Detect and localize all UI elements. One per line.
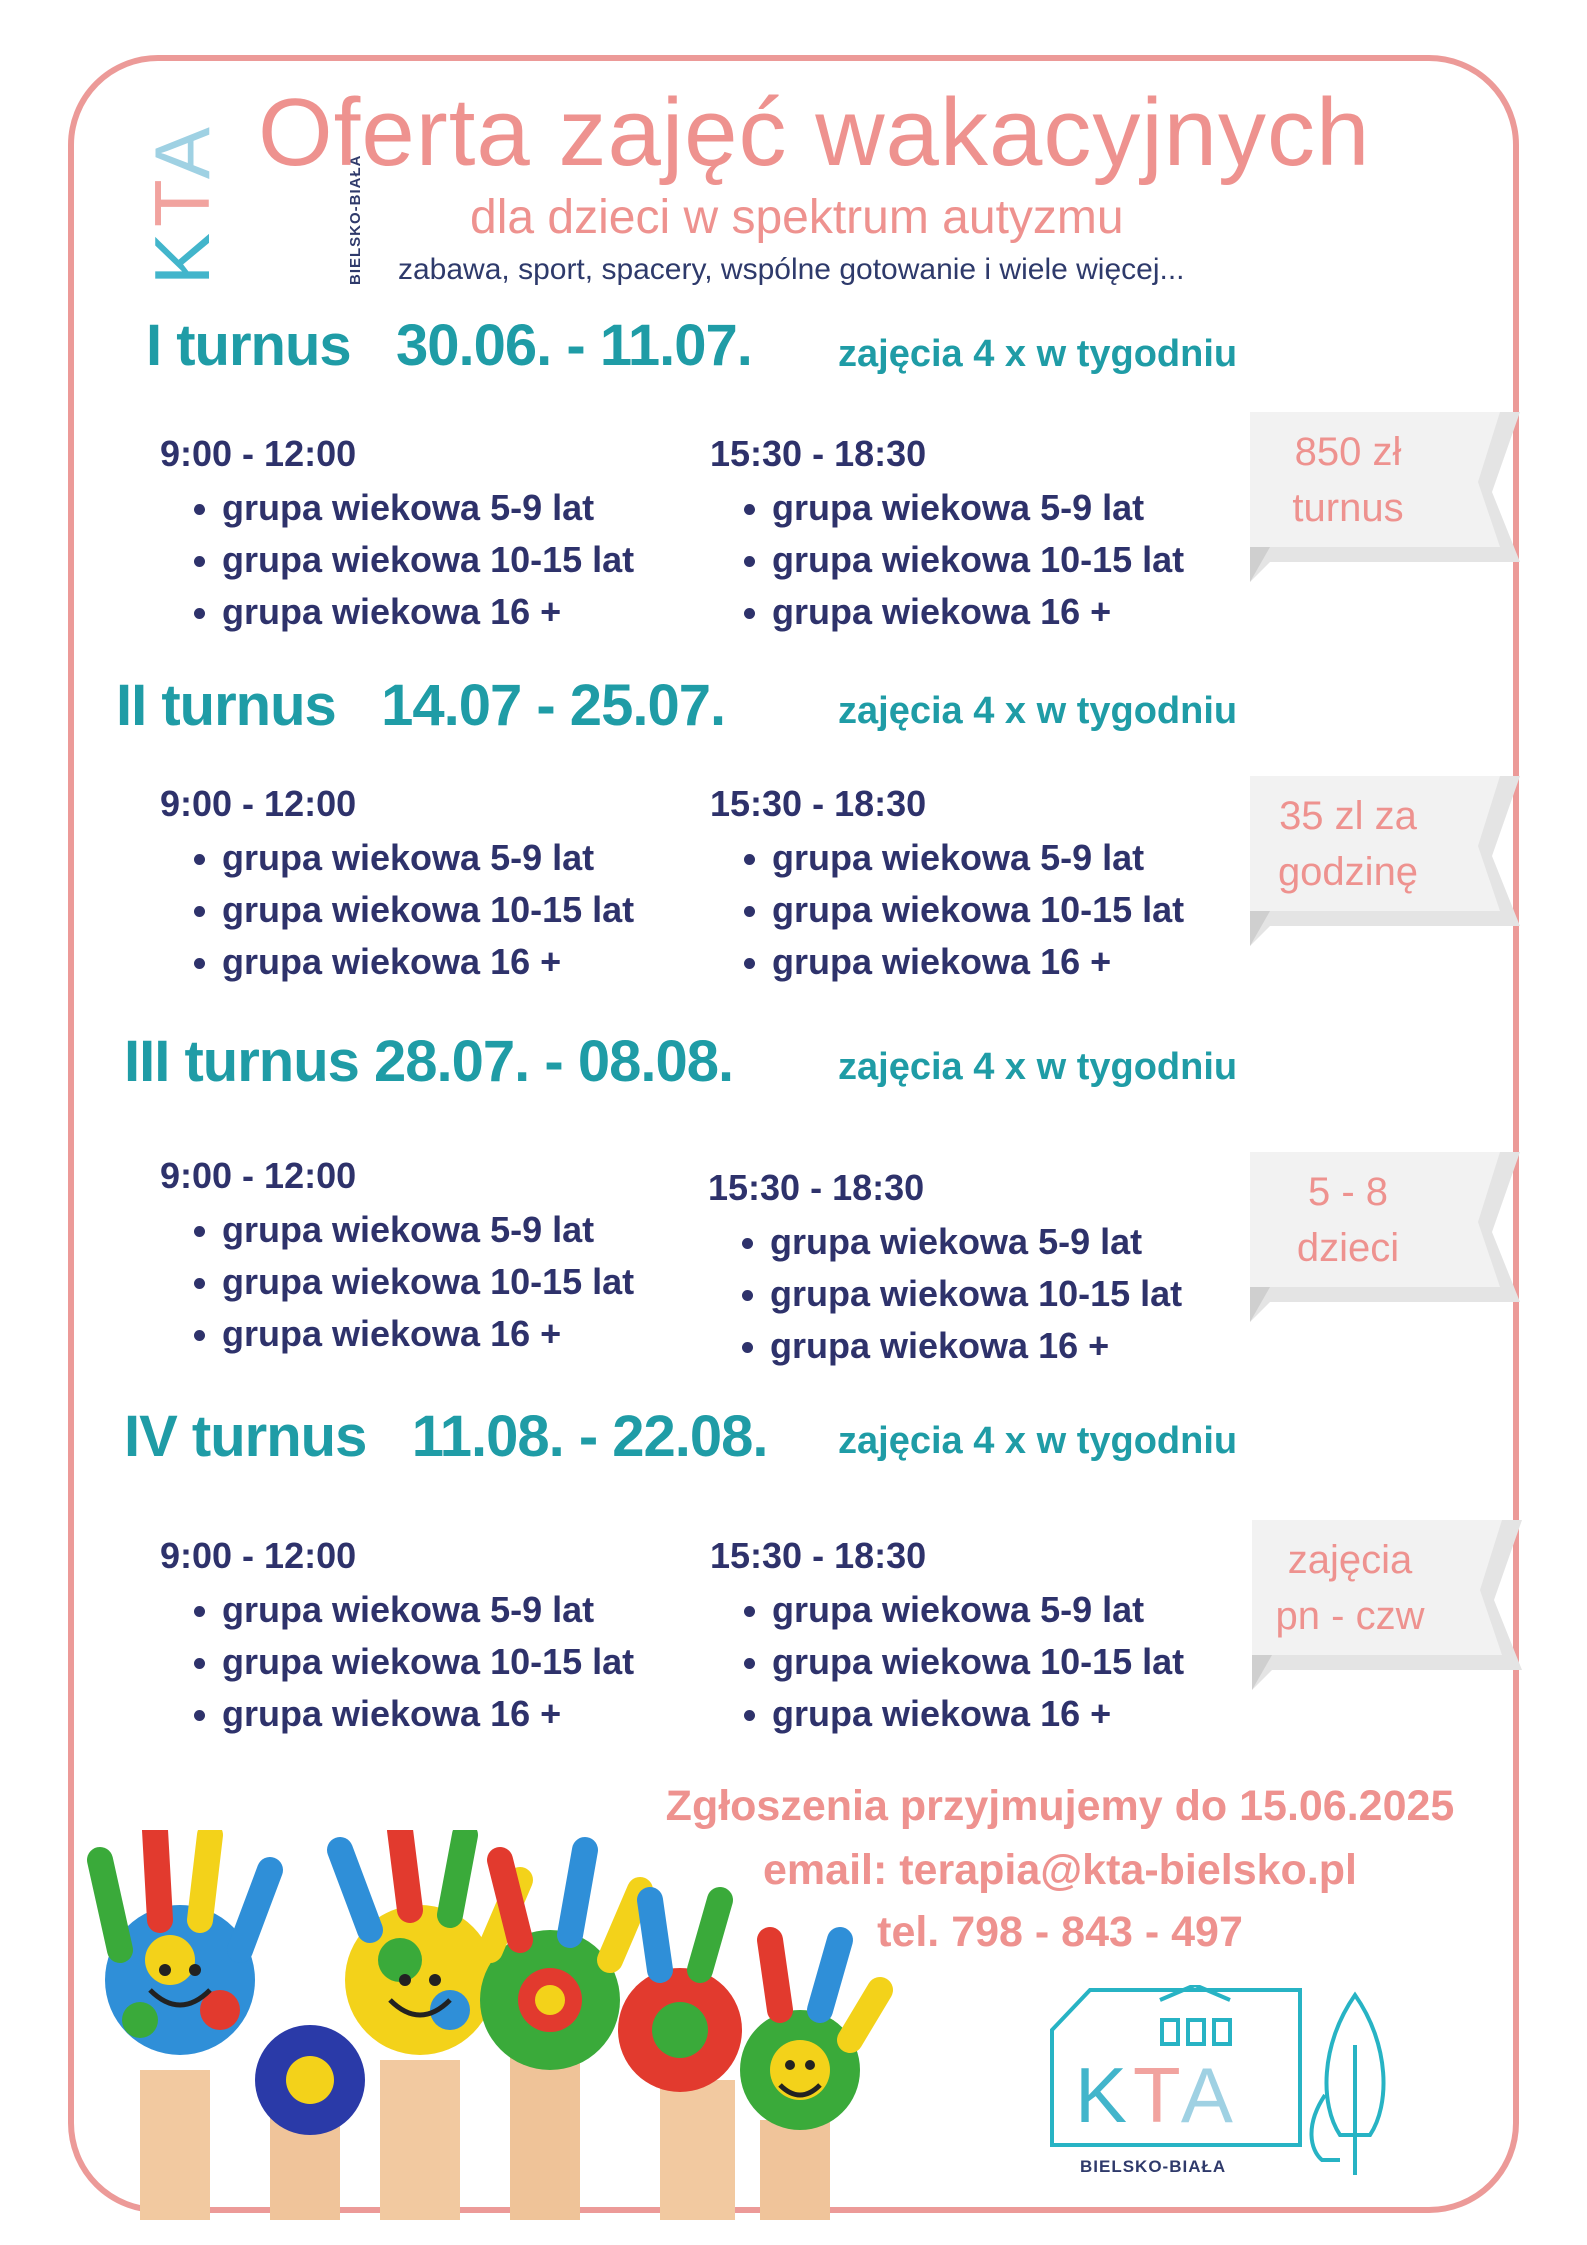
list-item: grupa wiekowa 16 + bbox=[710, 1320, 1200, 1372]
afternoon-time: 15:30 - 18:30 bbox=[708, 1167, 925, 1208]
turnus-heading: II turnus 14.07 - 25.07. bbox=[116, 673, 726, 738]
afternoon-time: 15:30 - 18:30 bbox=[710, 433, 927, 474]
page-subtitle: dla dzieci w spektrum autyzmu bbox=[470, 191, 1124, 244]
list-item: grupa wiekowa 10-15 lat bbox=[712, 1636, 1202, 1688]
list-item: grupa wiekowa 16 + bbox=[162, 1308, 652, 1360]
ribbon-line-1: zajęcia bbox=[1287, 1538, 1413, 1582]
turnus-heading: I turnus 30.06. - 11.07. bbox=[146, 313, 752, 378]
turnus-frequency: zajęcia 4 x w tygodniu bbox=[838, 1420, 1238, 1462]
logo-subtitle: BIELSKO-BIAŁA bbox=[347, 154, 364, 285]
logo-wordmark: KTA bbox=[1075, 2051, 1239, 2139]
list-item: grupa wiekowa 5-9 lat bbox=[162, 1584, 652, 1636]
price-ribbon bbox=[1230, 776, 1510, 956]
list-item: grupa wiekowa 5-9 lat bbox=[162, 1204, 652, 1256]
morning-groups bbox=[162, 1584, 652, 1740]
afternoon-groups bbox=[712, 482, 1202, 638]
list-item: grupa wiekowa 5-9 lat bbox=[710, 1216, 1200, 1268]
ribbon-line-2: dzieci bbox=[1296, 1226, 1400, 1270]
morning-time: 9:00 - 12:00 bbox=[160, 783, 357, 824]
kta-logo-vertical bbox=[138, 95, 364, 285]
list-item: grupa wiekowa 10-15 lat bbox=[710, 1268, 1200, 1320]
list-item: grupa wiekowa 16 + bbox=[712, 1688, 1202, 1740]
ribbon-line-1: 35 zl za bbox=[1279, 794, 1417, 838]
afternoon-time: 15:30 - 18:30 bbox=[710, 1535, 927, 1576]
list-item: grupa wiekowa 5-9 lat bbox=[162, 832, 652, 884]
logo-wordmark: KTA bbox=[138, 121, 226, 285]
morning-time: 9:00 - 12:00 bbox=[160, 1155, 357, 1196]
page-title: Oferta zajęć wakacyjnych bbox=[258, 79, 1371, 186]
afternoon-groups bbox=[712, 832, 1202, 988]
ribbon-line-2: godzinę bbox=[1277, 850, 1419, 894]
list-item: grupa wiekowa 10-15 lat bbox=[162, 884, 652, 936]
list-item: grupa wiekowa 5-9 lat bbox=[162, 482, 652, 534]
list-item: grupa wiekowa 10-15 lat bbox=[162, 1256, 652, 1308]
ribbon-line-1: 850 zł bbox=[1294, 430, 1402, 474]
list-item: grupa wiekowa 16 + bbox=[162, 936, 652, 988]
list-item: grupa wiekowa 10-15 lat bbox=[712, 534, 1202, 586]
capacity-ribbon bbox=[1230, 1152, 1510, 1332]
morning-groups bbox=[162, 1204, 652, 1360]
list-item: grupa wiekowa 5-9 lat bbox=[712, 832, 1202, 884]
list-item: grupa wiekowa 16 + bbox=[162, 1688, 652, 1740]
contact-phone[interactable]: tel. 798 - 843 - 497 bbox=[877, 1908, 1243, 1956]
list-item: grupa wiekowa 16 + bbox=[712, 936, 1202, 988]
ribbon-line-2: turnus bbox=[1292, 486, 1404, 530]
turnus-frequency: zajęcia 4 x w tygodniu bbox=[838, 1046, 1238, 1088]
turnus-heading: III turnus 28.07. - 08.08. bbox=[124, 1029, 734, 1094]
afternoon-groups bbox=[710, 1216, 1200, 1372]
list-item: grupa wiekowa 5-9 lat bbox=[712, 482, 1202, 534]
list-item: grupa wiekowa 10-15 lat bbox=[162, 534, 652, 586]
morning-groups bbox=[162, 482, 652, 638]
tagline: zabawa, sport, spacery, wspólne gotowanie i wiele więcej... bbox=[398, 253, 1185, 286]
list-item: grupa wiekowa 16 + bbox=[712, 586, 1202, 638]
ribbon-line-1: 5 - 8 bbox=[1307, 1170, 1389, 1214]
list-item: grupa wiekowa 10-15 lat bbox=[162, 1636, 652, 1688]
afternoon-time: 15:30 - 18:30 bbox=[710, 783, 927, 824]
morning-groups bbox=[162, 832, 652, 988]
logo-subtitle: BIELSKO-BIAŁA bbox=[1080, 2157, 1227, 2176]
morning-time: 9:00 - 12:00 bbox=[160, 1535, 357, 1576]
list-item: grupa wiekowa 16 + bbox=[162, 586, 652, 638]
price-ribbon bbox=[1230, 412, 1510, 592]
registration-deadline: Zgłoszenia przyjmujemy do 15.06.2025 bbox=[665, 1782, 1455, 1830]
turnus-frequency: zajęcia 4 x w tygodniu bbox=[838, 333, 1238, 375]
schedule-ribbon bbox=[1232, 1520, 1512, 1700]
ribbon-line-2: pn - czw bbox=[1275, 1594, 1425, 1638]
painted-hands-illustration bbox=[80, 1830, 900, 2220]
contact-email[interactable]: email: terapia@kta-bielsko.pl bbox=[763, 1846, 1357, 1894]
list-item: grupa wiekowa 5-9 lat bbox=[712, 1584, 1202, 1636]
kta-building-logo bbox=[1050, 1985, 1410, 2195]
morning-time: 9:00 - 12:00 bbox=[160, 433, 357, 474]
turnus-frequency: zajęcia 4 x w tygodniu bbox=[838, 690, 1238, 732]
list-item: grupa wiekowa 10-15 lat bbox=[712, 884, 1202, 936]
turnus-heading: IV turnus 11.08. - 22.08. bbox=[124, 1404, 768, 1469]
afternoon-groups bbox=[712, 1584, 1202, 1740]
